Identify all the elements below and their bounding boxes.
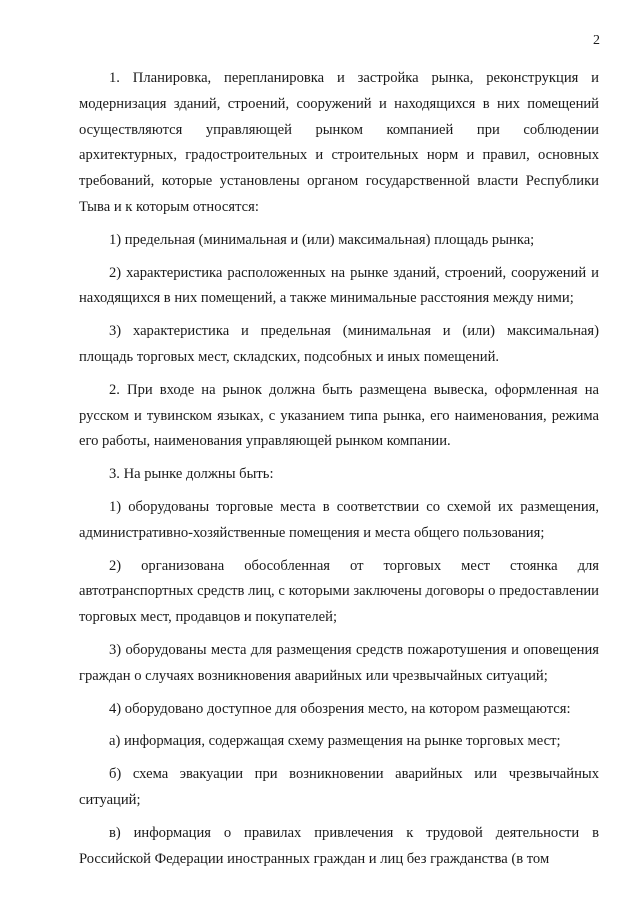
paragraph-2: 2. При входе на рынок должна быть размещена вывеска, оформленная на русском и тувинском языках, с указанием типа рынка, его наименования, режима его работы, наименования управляющей рынком компании. [79, 381, 599, 450]
paragraph-1-3: 3) характеристика и предельная (минимальная и (или) максимальная) площадь торговых мест, складских, подсобных и иных помещений. [79, 323, 599, 365]
document-body [79, 66, 599, 879]
paragraph-1-1: 1) предельная (минимальная и (или) максимальная) площадь рынка; [109, 231, 535, 248]
paragraph-3-2: 2) организована обособленная от торговых мест стоянка для автотранспортных средств лиц, с которыми заключены договоры о предоставлении торговых мест, продавцов и покупателей; [79, 557, 599, 626]
paragraph-3-1: 1) оборудованы торговые места в соответствии со схемой их размещения, административно-хозяйственные помещения и места общего пользования; [79, 498, 599, 541]
paragraph-1-2: 2) характеристика расположенных на рынке зданий, строений, сооружений и находящихся в них помещений, а также минимальные расстояния между ними; [79, 264, 599, 307]
paragraph-3-4-b: б) схема эвакуации при возникновении аварийных или чрезвычайных ситуаций; [79, 766, 599, 808]
page-number: 2 [593, 33, 600, 48]
paragraph-3-4-v: в) информация о правилах привлечения к трудовой деятельности в Российской Федерации иностранных граждан и лиц без гражданства (в том [79, 824, 599, 867]
paragraph-1: 1. Планировка, перепланировка и застройка рынка, реконструкция и модернизация зданий, строений, сооружений и находящихся в них помещений осуществляются управляющей рынком компанией при соблюдении архитектурных, градостроительных и строительных норм и правил, основных требований, которые установлены органом государственной власти Республики Тыва и к которым относятся: [79, 70, 599, 215]
paragraph-3-3: 3) оборудованы места для размещения средств пожаротушения и оповещения граждан о случаях возникновения аварийных или чрезвычайных ситуаций; [79, 641, 599, 684]
paragraph-3-4: 4) оборудовано доступное для обозрения место, на котором размещаются: [109, 700, 571, 717]
paragraph-3: 3. На рынке должны быть: [109, 466, 274, 483]
paragraph-3-4-a: а) информация, содержащая схему размещения на рынке торговых мест; [109, 733, 561, 750]
